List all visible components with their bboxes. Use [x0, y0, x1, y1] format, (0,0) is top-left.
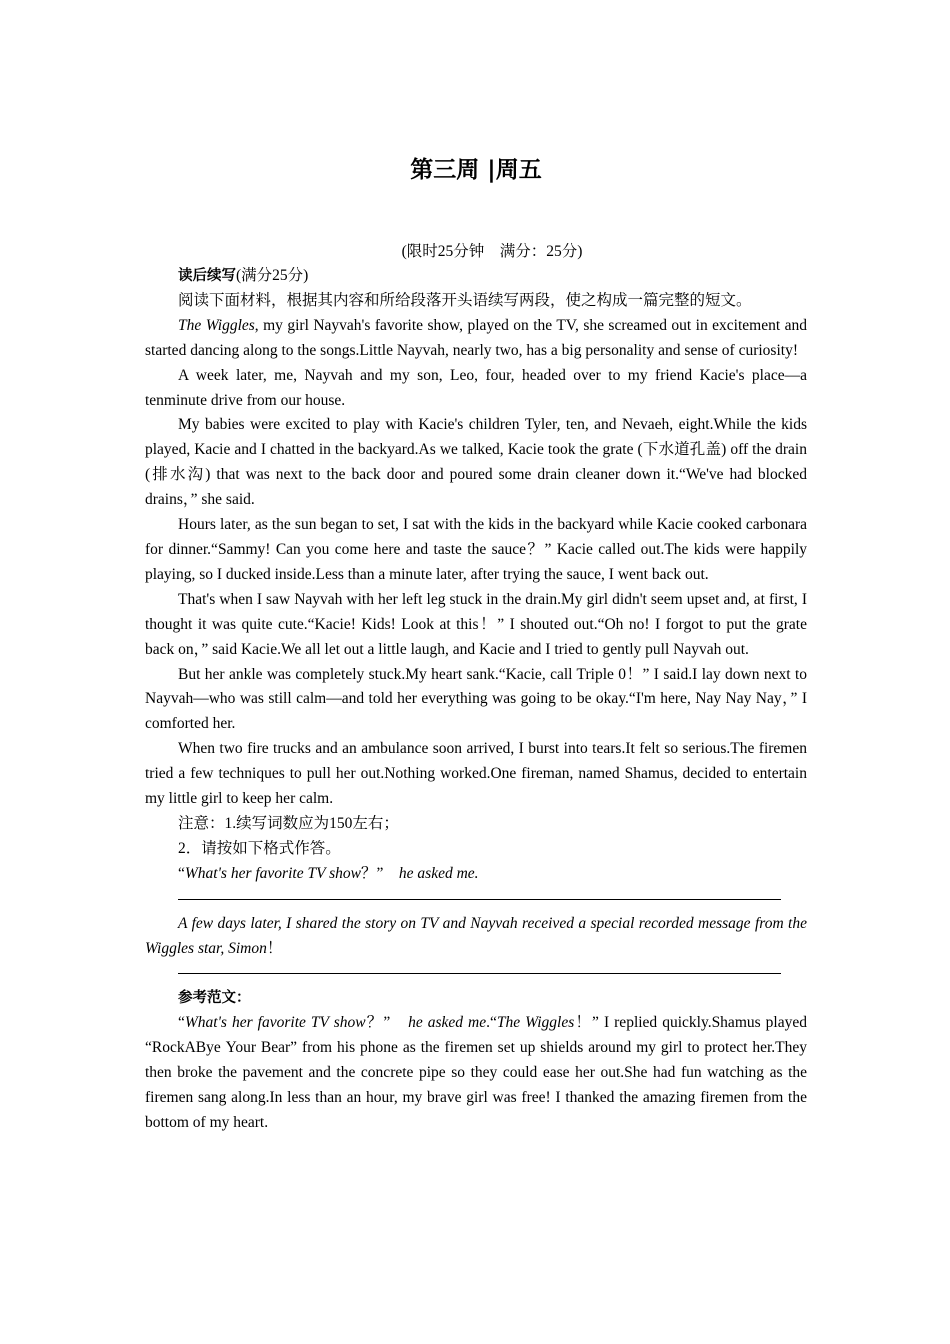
answer-quote: “	[178, 1014, 185, 1032]
answer-show-title: The Wiggles	[496, 1014, 575, 1032]
section-heading	[145, 264, 807, 289]
paragraph-2: A week later, me, Nayvah and my son, Leo, four, headed over to my friend Kacie's place—a tenminute drive from our house.	[145, 366, 807, 409]
section-score: (满分25分)	[236, 267, 309, 284]
prompt-2-end: ！	[266, 939, 283, 957]
prompt-2	[145, 912, 807, 962]
answer-text: ！” I replied quickly.Shamus played “RockAByе Your Bear” from his phone as the firemen set up shields around my girl to protect her.They then broke the pavement and the concrete pipe so they could ease her out.She had fun watching as the firemen sang along.In less than an hour, my brave girl was free! I thanked the amazing firemen from the bottom of my heart.	[145, 1014, 807, 1131]
show-title: The Wiggles	[178, 316, 255, 334]
note-1: 注意：1.续写词数应为150左右；	[178, 814, 399, 832]
answer-punct-2: .“	[486, 1014, 497, 1032]
answer-heading	[145, 986, 807, 1011]
time-limit-info: (限时25分钟 满分：25分)	[401, 243, 583, 260]
answer-speaker: he asked me	[408, 1014, 487, 1032]
paragraph-5: That's when I saw Nayvah with her left leg stuck in the drain.My girl didn't seem upset and, at first, I thought it was quite cute.“Kacie! Kids! Look at this！” I shouted out.“Oh no! I forgot to put the grate back on，” said Kacie.We all let out a little laugh, and Kacie and I tried to gently pull Nayvah out.	[145, 590, 807, 658]
section-heading-label: 读后续写	[178, 268, 236, 284]
prompt-1	[145, 862, 807, 887]
paragraph-1-text: , my girl Nayvah's favorite show, played on the TV, she screamed out in excitement and started dancing along to the songs.Little Nayvah, nearly two, has a big personality and sense of curiosity!	[145, 316, 807, 359]
paragraph-1	[145, 314, 807, 364]
page-title: 第三周 |周五	[410, 157, 542, 183]
prompt-2-text: A few days later, I shared the story on TV and Nayvah received a special recorded message from the Wiggles star, Simon	[145, 914, 807, 957]
answer-question: What's her favorite TV show	[184, 1014, 366, 1032]
prompt-1-quote: “	[178, 864, 185, 882]
prompt-1-end: he asked me.	[398, 864, 479, 882]
sample-answer	[145, 1011, 807, 1136]
document-body	[145, 264, 807, 1136]
answer-heading-label: 参考范文：	[178, 990, 251, 1007]
answer-line-2	[178, 973, 781, 974]
instruction: 阅读下面材料，根据其内容和所给段落开头语续写两段，使之构成一篇完整的短文。	[178, 291, 752, 309]
answer-punct-1: ？”	[365, 1014, 409, 1032]
paragraph-4: Hours later, as the sun began to set, I sat with the kids in the backyard while Kacie cooked carbonara for dinner.“Sammy! Can you come here and taste the sauce？” Kacie called out.The kids were happily playing, so I ducked inside.Less than a minute later, after trying the sauce, I went back out.	[145, 516, 807, 583]
paragraph-6: But her ankle was completely stuck.My heart sank.“Kacie, call Triple 0！” I said.I lay down next to Nayvah—who was still calm—and told her everything was going to be okay.“I'm here, Nay Nay Nay，” I comforted her.	[145, 665, 807, 733]
prompt-1-punct: ？”	[361, 864, 399, 882]
answer-line-1	[178, 899, 781, 900]
paragraph-3: My babies were excited to play with Kacie's children Tyler, ten, and Nevaeh, eight.While the kids played, Kacie and I chatted in the backyard.As we talked, Kacie took the grate (下水道孔盖) off the drain (排水沟) that was next to the back door and poured some drain cleaner down it.“We've had blocked drains，” she said.	[145, 416, 807, 509]
note-2: 2．请按如下格式作答。	[178, 839, 341, 857]
paragraph-7: When two fire trucks and an ambulance soon arrived, I burst into tears.It felt so serious.The firemen tried a few techniques to pull her out.Nothing worked.One fireman, named Shamus, decided to entertain my little girl to keep her calm.	[145, 740, 807, 808]
prompt-1-question: What's her favorite TV show	[184, 864, 362, 882]
